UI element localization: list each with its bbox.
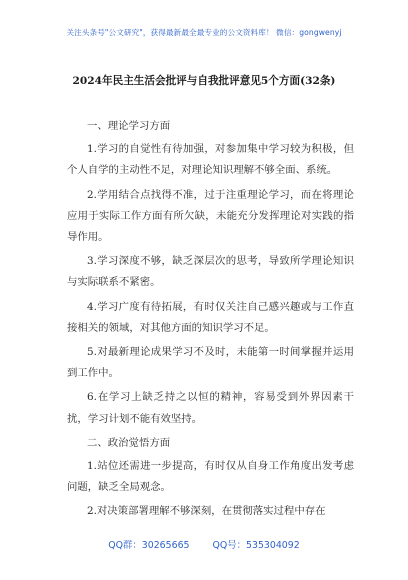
- contact-footer: [0, 537, 408, 551]
- document-title: 2024年民主生活会批评与自我批评意见5个方面(32条): [72, 75, 336, 87]
- paragraph: 4.学习广度有待拓展，有时仅关注自己感兴趣或与工作直接相关的领域，对其他方面的知识学习不足。: [67, 300, 354, 334]
- qq-group-number: QQ群：30265665: [108, 540, 190, 551]
- paragraph: 1.学习的自觉性有待加强，对参加集中学习较为积极，但个人自学的主动性不足，对理论知识理解不够全面、系统。: [67, 143, 354, 177]
- section-heading-political: 二、政治觉悟方面: [87, 436, 171, 449]
- qq-number: QQ号：535304092: [212, 540, 300, 551]
- document-body: [67, 116, 354, 526]
- section-heading-theory: 一、理论学习方面: [87, 120, 171, 132]
- promo-header: 关注头条号"公文研究"，获得最新最全最专业的公文资料库！ 微信：gongwenyj: [66, 28, 342, 37]
- paragraph: 6.在学习上缺乏持之以恒的精神，容易受到外界因素干扰，学习计划不能有效坚持。: [67, 391, 354, 425]
- paragraph: 3.学习深度不够，缺乏深层次的思考，导致所学理论知识与实际联系不紧密。: [67, 255, 354, 289]
- paragraph: 5.对最新理论成果学习不及时，未能第一时间掌握并运用到工作中。: [67, 346, 354, 380]
- paragraph: 1.站位还需进一步提高，有时仅从自身工作角度出发考虑问题，缺乏全局观念。: [67, 460, 354, 494]
- paragraph: 2.学用结合点找得不准，过于注重理论学习，而在将理论应用于实际工作方面有所欠缺，未能充分发挥理论对实践的指导作用。: [67, 188, 354, 244]
- paragraph: 2.对决策部署理解不够深刻，在贯彻落实过程中存在: [87, 505, 326, 518]
